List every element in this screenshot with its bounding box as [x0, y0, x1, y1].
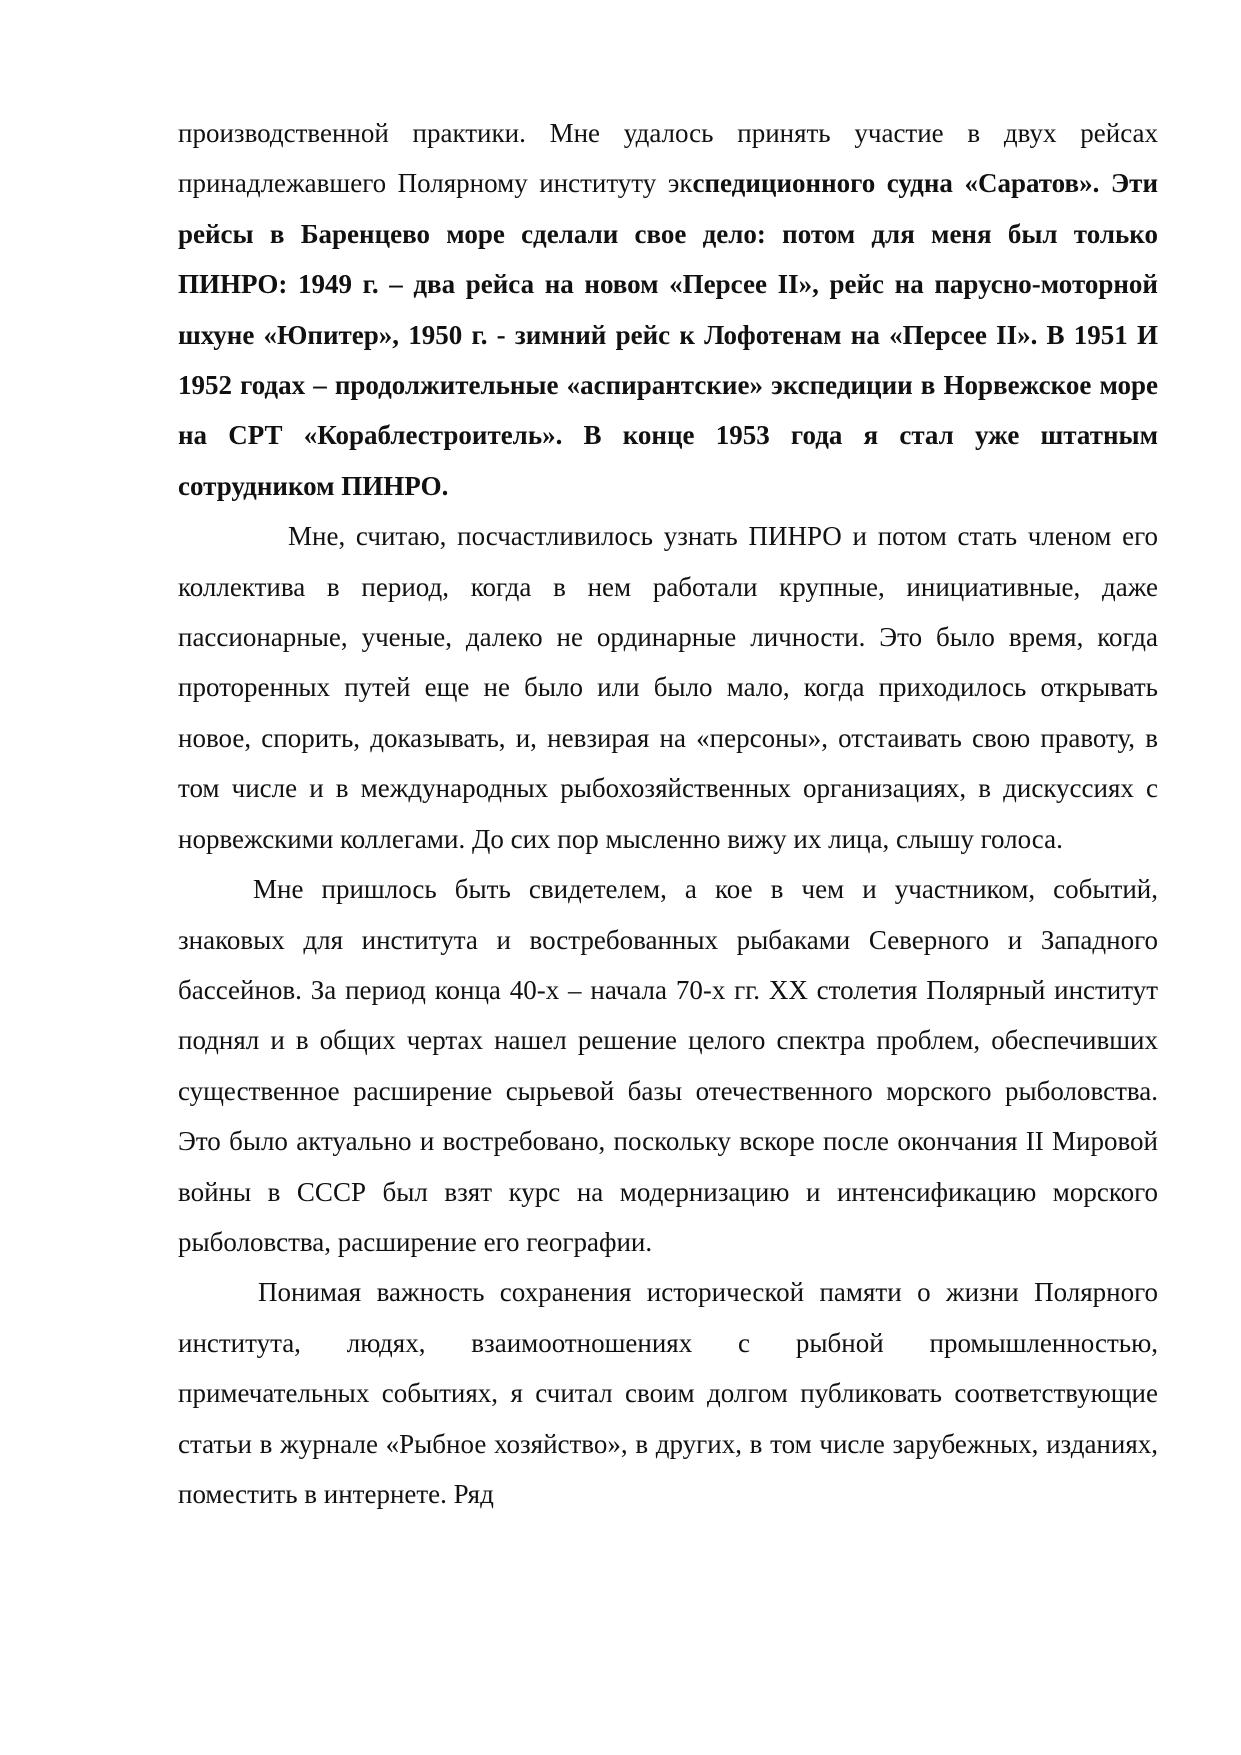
- paragraph-3: Мне пришлось быть свидетелем, а кое в чем и участником, событий, знаковых для института и востребованных рыбаками Северного и Западного бассейнов. За период конца 40-х – начала 70-х гг. XX столетия Полярный институт поднял и в общих чертах нашел решение целого спектра проблем, обеспечивших существенное расширение сырьевой базы отечественного морского рыболовства. Это было актуально и востребовано, поскольку вскоре после окончания II Мировой войны в СССР был взят курс на модернизацию и интенсификацию морского рыболовства, расширение его географии.: [178, 874, 1158, 1257]
- paragraph-2: Мне, считаю, посчастливилось узнать ПИНРО и потом стать членом его коллектива в период, когда в нем работали крупные, инициативные, даже пассионарные, ученые, далеко не ординарные личности. Это было время, когда проторенных путей еще не было или было мало, когда приходилось открывать новое, спорить, доказывать, и, невзирая на «персоны», отстаивать свою правоту, в том числе и в международных рыбохозяйственных организациях, в дискуссиях с норвежскими коллегами. До сих пор мысленно вижу их лица, слышу голоса.: [178, 521, 1158, 854]
- document-page: [178, 108, 1158, 1519]
- paragraph-1: [178, 108, 1158, 511]
- paragraph-4: Понимая важность сохранения исторической памяти о жизни Полярного института, людях, взаимоотношениях с рыбной промышленностью, примечательных событиях, я считал своим долгом публиковать соответствующие статьи в журнале «Рыбное хозяйство», в других, в том числе зарубежных, изданиях, поместить в интернете. Ряд: [178, 1277, 1158, 1509]
- paragraph-1-bold-text: спедиционного судна «Саратов». Эти рейсы в Баренцево море сделали свое дело: потом для меня был только ПИНРО: 1949 г. – два рейса на новом «Персее II», рейс на парусно-моторной шхуне «Юпитер», 1950 г. - зимний рейс к Лофотенам на «Персее II». В 1951 И 1952 годах – продолжительные «аспирантские» экспедиции в Норвежское море на СРТ «Кораблестроитель». В конце 1953 года я стал уже штатным сотрудником ПИНРО.: [178, 168, 1159, 501]
- paragraph-1-plain-text: производственной практики. Мне удалось принять участие в двух рейсах принадлежавшего Полярному институту эк: [178, 118, 1158, 199]
